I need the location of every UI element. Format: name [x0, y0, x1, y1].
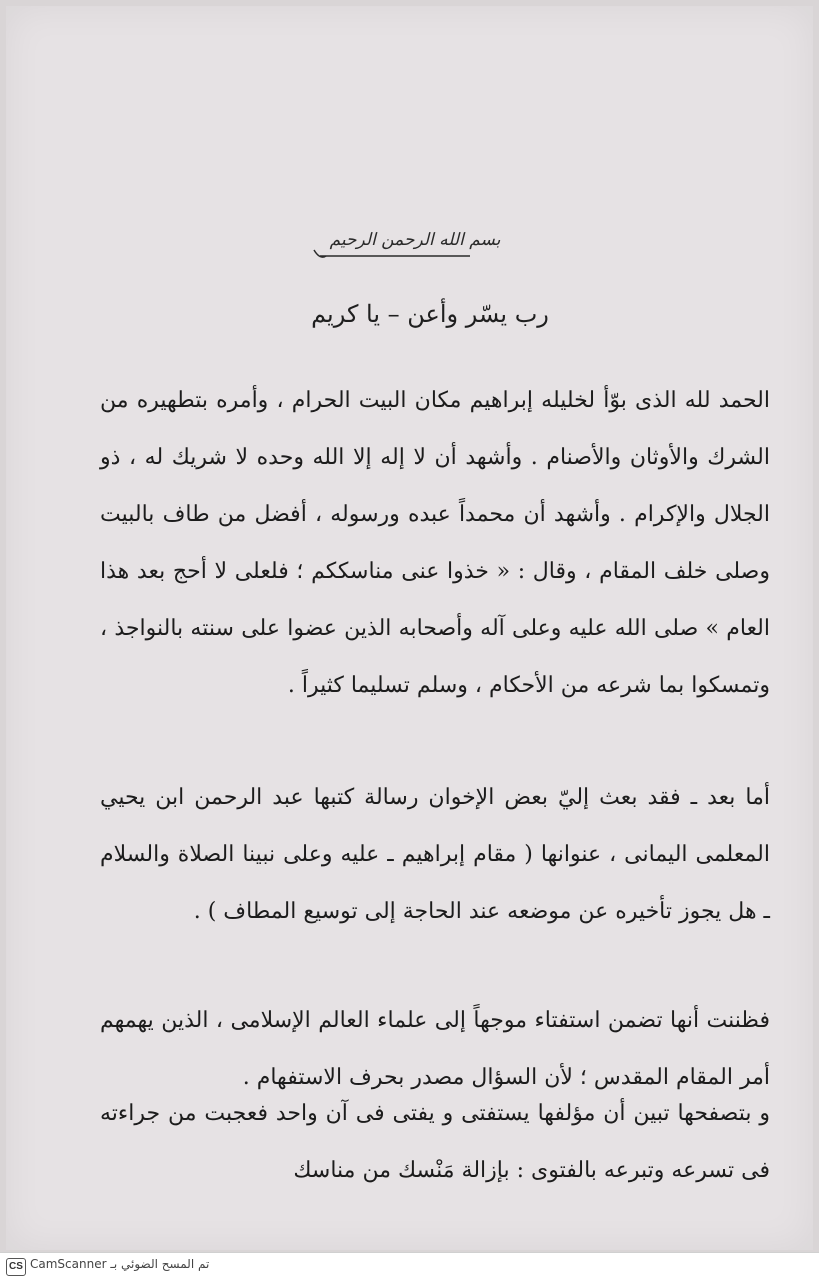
basmala: بسم الله الرحمن الرحيم	[329, 230, 501, 250]
paragraph-letter: أما بعد ـ فقد بعث إليّ بعض الإخوان رسالة كتبها عبد الرحمن ابن يحيي المعلمى اليمانى ، عنوانها ( مقام إبراهيم ـ عليه وعلى نبينا الصلاة والسلام ـ هل يجوز تأخيره عن موضعه عند الحاجة إلى توسيع المطاف ) .	[100, 785, 770, 924]
paragraph-critique: و بتصفحها تبين أن مؤلفها يستفتى و يفتى فى آن واحد فعجبت من جراءته فى تسرعه وتبرعه بالفتوى : بإزالة مَنْسك من مناسك	[100, 1101, 770, 1183]
scanner-watermark-bar	[0, 1252, 819, 1281]
camscanner-logo-icon: CS	[6, 1258, 26, 1276]
scanner-credit-text: تم المسح الضوئي بـ CamScanner	[30, 1257, 210, 1271]
paragraph-assumption: فظننت أنها تضمن استفتاء موجهاً إلى علماء العالم الإسلامى ، الذين يهمهم أمر المقام المقدس ؛ لأن السؤال مصدر بحرف الاستفهام .	[100, 1008, 770, 1090]
paragraph-introduction: الحمد لله الذى بوّأ لخليله إبراهيم مكان البيت الحرام ، وأمره بتطهيره من الشرك والأوثان والأصنام . وأشهد أن لا إله إلا الله وحده لا شريك له ، ذو الجلال والإكرام . وأشهد أن محمداً عبده ورسوله ، أفضل من طاف بالبيت وصلى خلف المقام ، وقال : « خذوا عنى مناسككم ؛ فلعلى لا أحج بعد هذا العام » صلى الله عليه وعلى آله وأصحابه الذين عضوا على سنته بالنواجذ ، وتمسكوا بما شرعه من الأحكام ، وسلم تسليما كثيراً .	[100, 388, 770, 698]
invocation-line: رب يسّر وأعن – يا كريم	[311, 300, 549, 328]
